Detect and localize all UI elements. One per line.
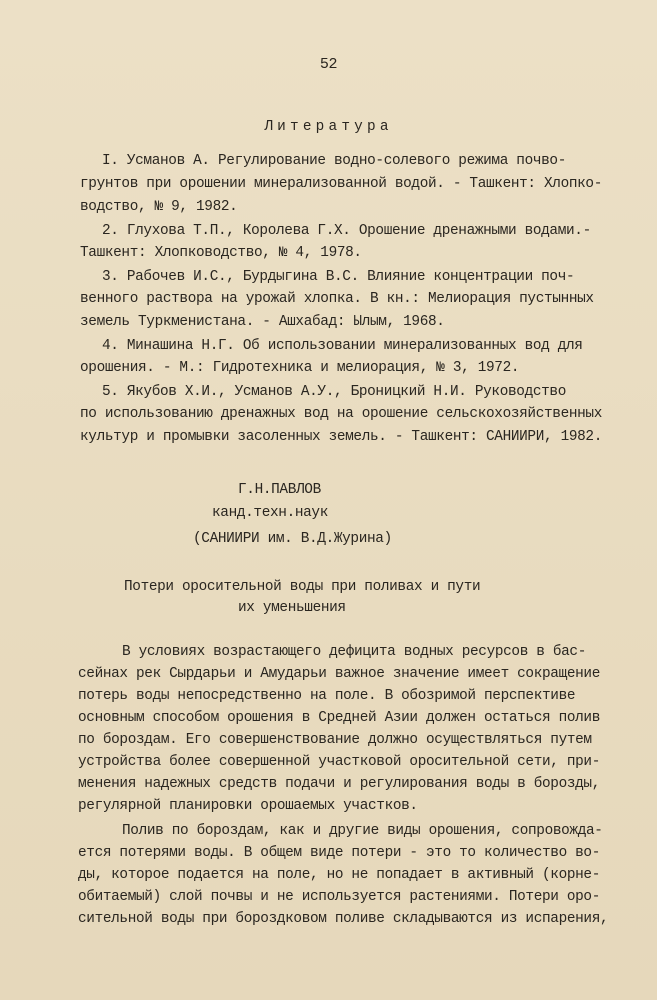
reference-2-line-1: 2. Глухова Т.П., Королева Г.Х. Орошение дренажными водами.- [102, 223, 591, 239]
paragraph-line: ды, которое подается на поле, но не попадает в активный (корне- [78, 867, 601, 883]
paragraph-line: потерь воды непосредственно на поле. В обозримой перспективе [78, 688, 576, 704]
reference-4-line-1: 4. Минашина Н.Г. Об использовании минерализованных вод для [102, 338, 583, 354]
reference-1-line-2: грунтов при орошении минерализованной водой. - Ташкент: Хлопко- [80, 176, 603, 192]
author-affiliation: (САНИИРИ им. В.Д.Журина) [193, 531, 392, 547]
paragraph-line: регулярной планировки орошаемых участков. [78, 798, 418, 814]
reference-1-line-3: водство, № 9, 1982. [80, 199, 238, 215]
reference-5-line-2: по использованию дренажных вод на орошение сельскохозяйственных [80, 406, 603, 422]
paragraph-line: основным способом орошения в Средней Азии должен остаться полив [78, 710, 601, 726]
paragraph-line: сейнах рек Сырдарьи и Амударьи важное значение имеет сокращение [78, 666, 601, 682]
paragraph-line: менения надежных средств подачи и регулирования воды в борозды, [78, 776, 601, 792]
reference-1-line-1: I. Усманов А. Регулирование водно-солевого режима почво- [102, 153, 567, 169]
reference-3-line-3: земель Туркменистана. - Ашхабад: Ылым, 1968. [80, 314, 445, 330]
article-title-line-2: их уменьшения [238, 600, 346, 616]
author-name: Г.Н.ПАВЛОВ [238, 482, 321, 498]
reference-2-line-2: Ташкент: Хлопководство, № 4, 1978. [80, 245, 362, 261]
page-number: 52 [319, 56, 338, 73]
reference-5-line-3: культур и промывки засоленных земель. - Ташкент: САНИИРИ, 1982. [80, 429, 603, 445]
paragraph-line: сительной воды при бороздковом поливе складываются из испарения, [78, 911, 609, 927]
paragraph-line: ется потерями воды. В общем виде потери - это то количество во- [78, 845, 601, 861]
author-degree: канд.техн.наук [212, 505, 329, 521]
reference-3-line-2: венного раствора на урожай хлопка. В кн.: Мелиорация пустынных [80, 291, 594, 307]
article-title-line-1: Потери оросительной воды при поливах и пути [124, 579, 481, 595]
literature-heading: Литература [264, 119, 393, 135]
paragraph-line: по бороздам. Его совершенствование должно осуществляться путем [78, 732, 592, 748]
paragraph-line: В условиях возрастающего дефицита водных ресурсов в бас- [122, 644, 587, 660]
reference-5-line-1: 5. Якубов Х.И., Усманов А.У., Броницкий Н.И. Руководство [102, 384, 567, 400]
paragraph-line: обитаемый) слой почвы и не используется растениями. Потери оро- [78, 889, 601, 905]
paragraph-line: Полив по бороздам, как и другие виды орошения, сопровожда- [122, 823, 603, 839]
paragraph-line: устройства более совершенной участковой оросительной сети, при- [78, 754, 601, 770]
reference-3-line-1: 3. Рабочев И.С., Бурдыгина В.С. Влияние концентрации поч- [102, 269, 575, 285]
reference-4-line-2: орошения. - М.: Гидротехника и мелиорация, № 3, 1972. [80, 360, 520, 376]
